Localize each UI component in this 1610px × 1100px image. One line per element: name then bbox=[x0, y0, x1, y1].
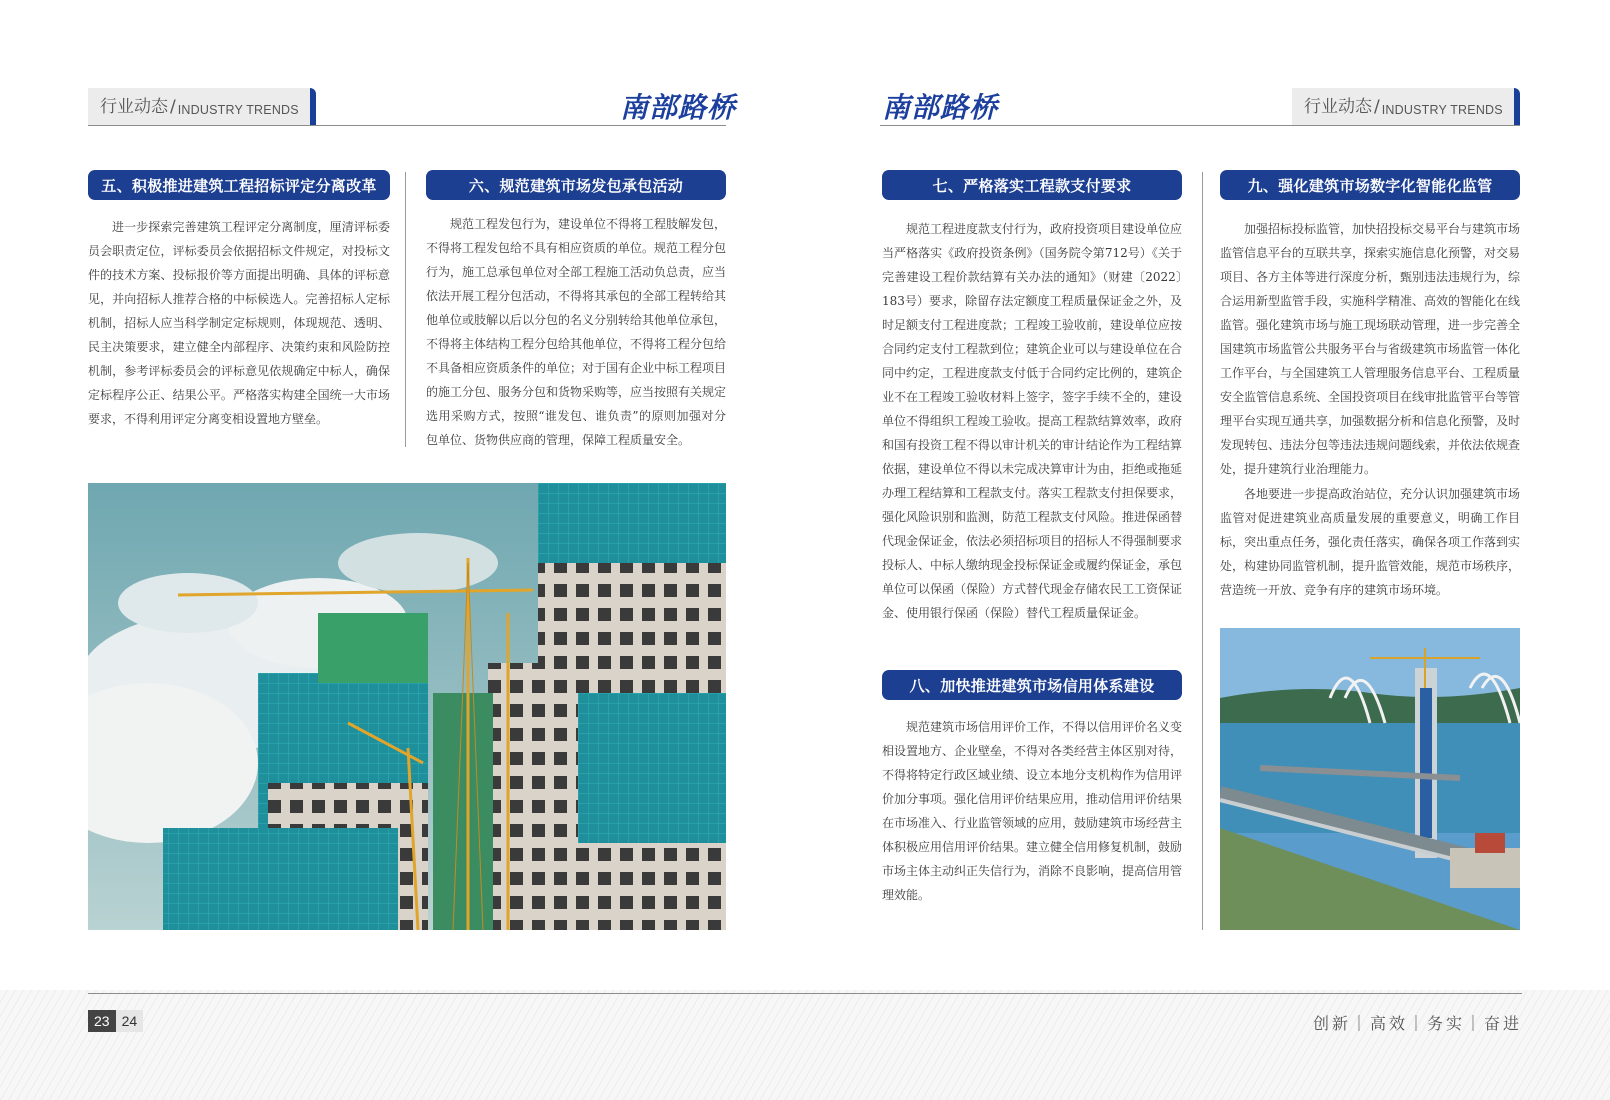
bridge-construction-photo bbox=[1220, 628, 1520, 930]
column-divider-right bbox=[1202, 172, 1203, 930]
tab-label-en: INDUSTRY TRENDS bbox=[1381, 103, 1503, 117]
section-6-text: 规范工程发包行为，建设单位不得将工程肢解发包，不得将工程发包给不具有相应资质的单位。规范工程分包行为，施工总承包单位对全部工程施工活动负总责，应当依法开展工程分包活动，不得将其承包的全部工程转给其他单位或肢解以后以分包的名义分别转给其他单位承包，不得将主体结构工程分包给其他单位，不得将工程分包给不具备相应资质条件的单位；对于国有企业中标工程项目的施工分包、服务分包和货物采购等，应当按照有关规定选用采购方式，按照“谁发包、谁负责”的原则加强对分包单位、货物供应商的管理，保障工程质量安全。 bbox=[426, 217, 727, 447]
section-8-text: 规范建筑市场信用评价工作，不得以信用评价名义变相设置地方、企业壁垒，不得对各类经营主体区别对待，不得将特定行政区域业绩、设立本地分支机构作为信用评价加分事项。强化信用评价结果应用，推动信用评价结果在市场准入、行业监管领域的应用，鼓励建筑市场经营主体积极应用信用评价结果。建立健全信用修复机制，鼓励市场主体主动纠正失信行为，消除不良影响，提高信用管理效能。 bbox=[882, 720, 1183, 902]
section-tab-left bbox=[88, 88, 316, 125]
tab-label-en: INDUSTRY TRENDS bbox=[177, 103, 299, 117]
page-number-right: 24 bbox=[116, 1010, 144, 1032]
construction-site-illustration bbox=[88, 483, 726, 930]
bridge-construction-illustration bbox=[1220, 628, 1520, 930]
section-7-title: 七、严格落实工程款支付要求 bbox=[882, 170, 1182, 200]
footer-background bbox=[0, 990, 1610, 1100]
tab-label-cn: 行业动态 bbox=[100, 97, 168, 117]
tab-separator: / bbox=[170, 97, 176, 117]
section-6-title: 六、规范建筑市场发包承包活动 bbox=[426, 170, 726, 200]
section-9-title: 九、强化建筑市场数字化智能化监管 bbox=[1220, 170, 1520, 200]
brand-logo-left: 南部路桥 bbox=[620, 91, 737, 124]
section-5-text: 进一步探索完善建筑工程评定分离制度，厘清评标委员会职责定位，评标委员会依据招标文件规定，对投标文件的技术方案、投标报价等方面提出明确、具体的评标意见，并向招标人推荐合格的中标候选人。完善招标人定标机制，招标人应当科学制定定标规则，体现规范、透明、民主决策要求，建立健全内部程序、决策约束和风险防控机制，参考评标委员会的评标意见依规确定中标人，确保定标程序公正、结果公平。严格落实构建全国统一大市场要求，不得利用评定分离变相设置地方壁垒。 bbox=[88, 220, 390, 426]
section-9-text-2: 各地要进一步提高政治站位，充分认识加强建筑市场监管对促进建筑业高质量发展的重要意义，明确工作目标，突出重点任务，强化责任落实，确保各项工作落到实处，构建协同监管机制，提升监管效能，规范市场秩序，营造统一开放、竞争有序的建筑市场环境。 bbox=[1220, 487, 1521, 597]
section-8-title: 八、加快推进建筑市场信用体系建设 bbox=[882, 670, 1182, 700]
page-number-left: 23 bbox=[88, 1010, 116, 1032]
page-numbers bbox=[88, 1010, 143, 1032]
section-9-text-1: 加强招标投标监管，加快招投标交易平台与建筑市场监管信息平台的互联共享，探索实施信息化预警，对交易项目、各方主体等进行深度分析，甄别违法违规行为，综合运用新型监管手段，实施科学精准、高效的智能化在线监管。强化建筑市场与施工现场联动管理，进一步完善全国建筑市场监管公共服务平台与省级建筑市场监管一体化工作平台，与全国建筑工人管理服务信息平台、工程质量安全监管信息系统、全国投资项目在线审批监管平台等管理平台实现互通共享，加强数据分析和信息化预警，及时发现转包、违法分包等违法违规问题线索，并依法依规查处，提升建筑行业治理能力。 bbox=[1220, 222, 1521, 476]
brand-logo-right: 南部路桥 bbox=[882, 91, 999, 124]
section-7-text: 规范工程进度款支付行为，政府投资项目建设单位应当严格落实《政府投资条例》（国务院令第712号）《关于完善建设工程价款结算有关办法的通知》（财建〔2022〕183号）要求，除留存法定额度工程质量保证金之外，及时足额支付工程进度款；工程竣工验收前，建设单位应按合同约定支付工程款到位；建筑企业可以与建设单位在合同中约定，工程进度款支付低于合同约定比例的，建筑企业不在工程竣工验收材料上签字，签字手续不全的，建设单位不得组织工程竣工验收。提高工程款结算效率，政府和国有投资工程不得以审计机关的审计结论作为工程结算依据，建设单位不得以未完成决算审计为由，拒绝或拖延办理工程结算和工程款支付。落实工程款支付担保要求，强化风险识别和监测，防范工程款支付风险。推进保函替代现金保证金，依法必须招标项目的招标人不得强制要求投标人、中标人缴纳现金投标保证金或履约保证金，承包单位可以保函（保险）方式替代现金存储农民工工资保证金、使用银行保函（保险）替代工程质量保证金。 bbox=[882, 222, 1183, 620]
construction-site-photo bbox=[88, 483, 726, 930]
section-5-title: 五、积极推进建筑工程招标评定分离改革 bbox=[88, 170, 390, 200]
footer-slogan: 创新｜高效｜务实｜奋进 bbox=[1312, 1014, 1522, 1033]
footer-rule bbox=[88, 993, 1522, 994]
tab-separator: / bbox=[1374, 97, 1380, 117]
section-tab-right bbox=[1292, 88, 1520, 125]
tab-label-cn: 行业动态 bbox=[1304, 97, 1372, 117]
column-divider-left bbox=[405, 172, 406, 447]
